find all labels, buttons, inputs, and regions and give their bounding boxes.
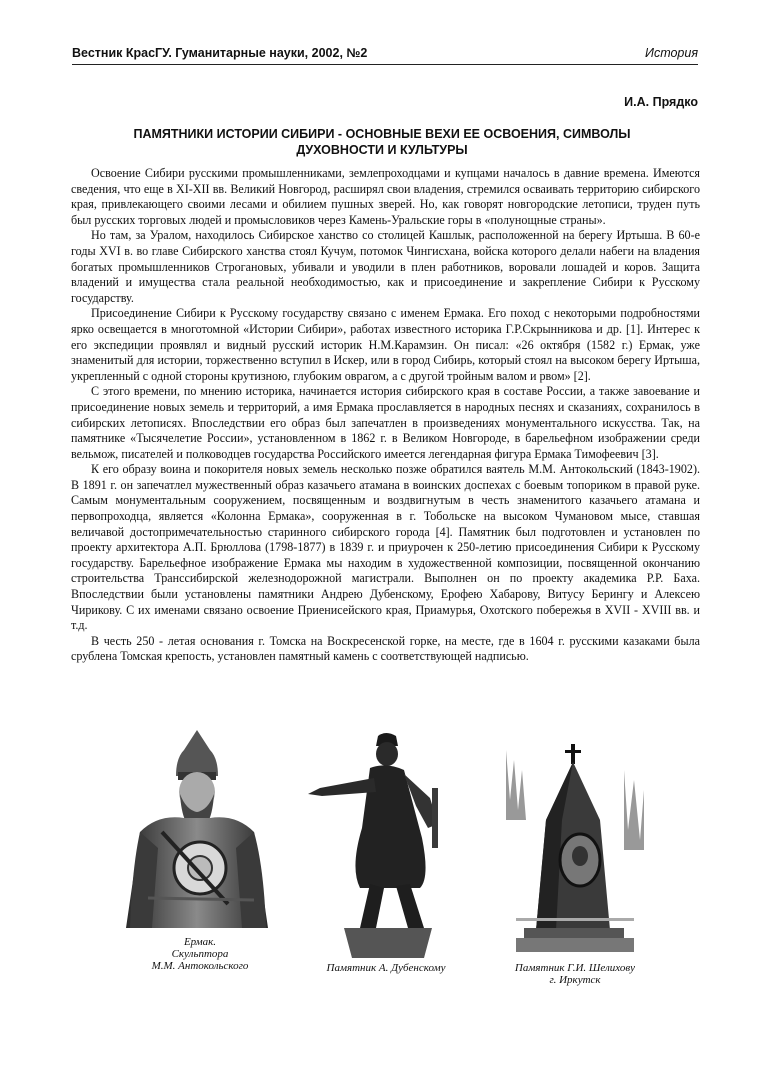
article-title: ПАМЯТНИКИ ИСТОРИИ СИБИРИ - ОСНОВНЫЕ ВЕХИ ЕЕ ОСВОЕНИЯ, СИМВОЛЫ ДУХОВНОСТИ И КУЛЬТУРЫ (133, 127, 631, 157)
journal-title: Вестник КрасГУ. Гуманитарные науки, 2002, №2 (72, 46, 368, 60)
paragraph: В честь 250 - летая основания г. Томска на Воскресенской горке, на месте, где в 1604 г. русскими казаками была срублена Томская крепость, установлен памятный камень с соответствующей надписью. (71, 633, 700, 664)
author-name: И.А. Прядко (624, 95, 698, 109)
running-header (72, 44, 698, 65)
figure-caption: Памятник А. Дубенскому (326, 962, 446, 974)
article-body (71, 166, 700, 665)
paragraph: Освоение Сибири русскими промышленниками, землепроходцами и купцами началось в давние времена. Имеются сведения, что еще в XI-XII вв. Великий Новгород, расширял свои владения, стремился осваивать территорию сибирского края, привлекающего своими лесами и обилием пушных зверей. Но, как говорят новгородские летописи, труден путь был русских торговых людей и промысловиков через Камень-Уральские горы в «полунощные страны». (71, 166, 700, 227)
section-name: История (645, 46, 698, 60)
ermak-bust-icon (118, 728, 276, 933)
shelikhov-monument-icon (506, 740, 644, 952)
paragraph: К его образу воина и покорителя новых земель несколько позже обратился ваятель М.М. Антокольский (1843-1902). В 1891 г. он запечатлел мужественный образ казачьего атамана в воинских доспехах с боевым топориком в правой руке. Самым монументальным сооружением, посвященным и воздвигнутым в честь знаменитого казачьего атамана и первопроходца, является «Колонна Ермака», сооруженная в г. Тобольске на высоком Чумановом мысе, ставшая величавой достопримечательностью старинного сибирского города [4]. Памятник был подготовлен и установлен по проекту архитектора А.П. Брюллова (1798-1877) в 1839 г. и приурочен к 250-летию присоединения Сибири к Русскому государству. Барельефное изображение Ермака мы находим в художественной композиции, посвященной окончанию строительства Транссибирской железнодорожной магистрали. Выполнен он по проекту академика Р.Р. Баха. Впоследствии были установлены памятники Андрею Дубенскому, Ерофею Хабарову, Витусу Берингу и Алексею Чирикову. С их именами связано освоение Приенисейского края, Приамурья, Охотского побережья в XVII - XVIII вв. и т.д. (71, 462, 700, 633)
paragraph: Присоединение Сибири к Русскому государству связано с именем Ермака. Его поход с некоторыми подробностями ярко освещается в многотомной «Истории Сибири», работах известного историка Г.Р.Скрынникова и др. [1]. Интерес к его экспедиции проявлял и видный русский историк Н.М.Карамзин. Он писал: «26 октября (1582 г.) Ермак, уже знаменитый для истории, торжественно вступил в Искер, или в город Сибирь, который стоял на высоком берегу Иртыша, укрепленный с одной стороны крутизною, глубоким оврагом, а с другой тройным валом и рвом» [2]. (71, 306, 700, 383)
paragraph: Но там, за Уралом, находилось Сибирское ханство со столицей Кашлык, расположенной на берегу Иртыша. В 60-е годы XVI в. во главе Сибирского ханства стоял Кучум, потомок Чингисхана, войска которого делали набеги на владения богатых промышленников Строгановых, убивали и уводили в плен работников, воровали лошадей и коров. Защита владений и имущества стала реальной необходимостью, как и присоединение и закрепление Сибири к Русскому государству. (71, 228, 700, 305)
figure-caption: Ермак. Скульптора М.М. Антокольского (151, 936, 249, 972)
figure-caption: Памятник Г.И. Шелихову г. Иркутск (514, 962, 636, 986)
dubensky-statue-icon (300, 728, 472, 958)
paragraph: С этого времени, по мнению историка, начинается история сибирского края в составе России, а также завоевание и присоединение новых земель и территорий, а имя Ермака прославляется в народных песнях и сказаниях, сохранилось в сибирских летописях. Впоследствии его образ был запечатлен в произведениях монументального искусства. Так, на памятнике «Тысячелетие России», установленном в 1862 г. в Великом Новгороде, в барельефном изображении среди вельмож, писателей и полководцев государства Российского имеется легендарная фигура Ермака Тимофеевич [3]. (71, 384, 700, 461)
